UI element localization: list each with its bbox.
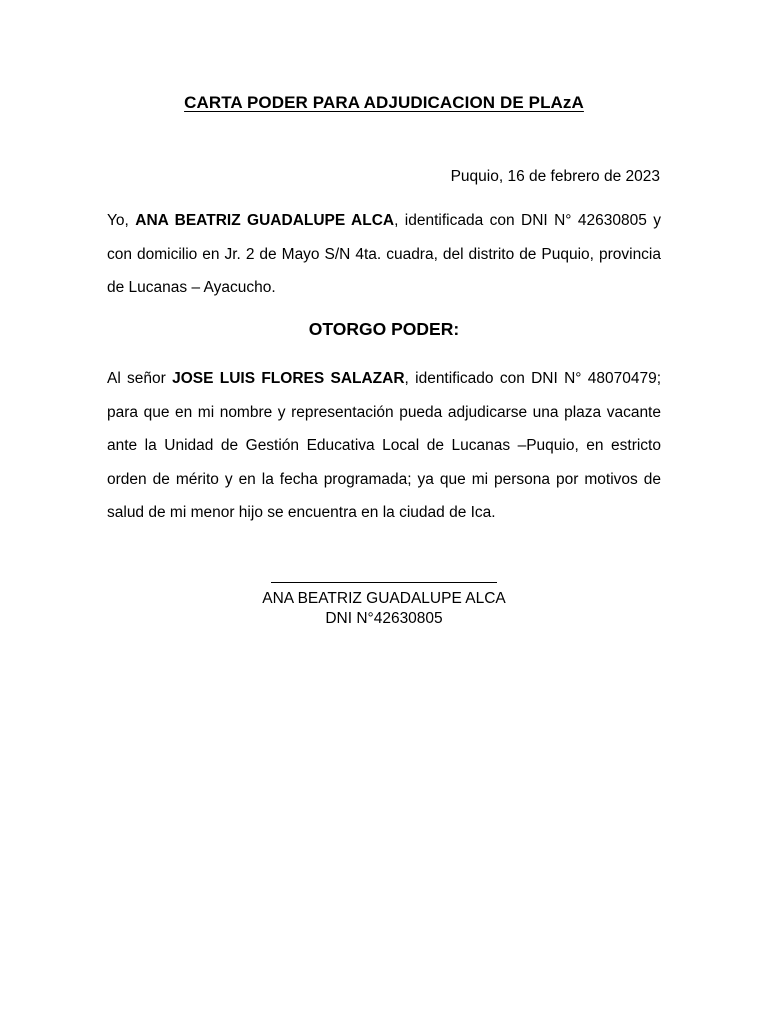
grantee-name: JOSE LUIS FLORES SALAZAR [172, 370, 405, 387]
grantee-paragraph [107, 362, 661, 530]
grantor-details: , identificada con DNI N° 42630805 y con domicilio en Jr. 2 de Mayo S/N 4ta. cuadra, del distrito de Puquio, provincia de Lucanas – Ayacucho. [107, 212, 661, 296]
grantee-details: , identificado con DNI N° 48070479; para que en mi nombre y representación pueda adjudicarse una plaza vacante ante la Unidad de Gestión Educativa Local de Lucanas –Puquio, en estricto orden de mérito y en la fecha programada; ya que mi persona por motivos de salud de mi menor hijo se encuentra en la ciudad de Ica. [107, 370, 662, 521]
signature-name: ANA BEATRIZ GUADALUPE ALCA [262, 590, 506, 607]
signature-id: DNI N°42630805 [325, 610, 443, 627]
date-line: Puquio, 16 de febrero de 2023 [450, 168, 660, 185]
grant-heading: OTORGO PODER: [308, 319, 460, 339]
grantor-prefix: Yo, [107, 212, 136, 229]
grantor-paragraph [107, 204, 661, 305]
grantee-prefix: Al señor [107, 370, 173, 387]
document-title: CARTA PODER PARA ADJUDICACION DE PLAzA [184, 93, 584, 112]
grantor-name: ANA BEATRIZ GUADALUPE ALCA [135, 212, 395, 229]
signature-block [0, 581, 768, 629]
signature-line [271, 581, 497, 583]
